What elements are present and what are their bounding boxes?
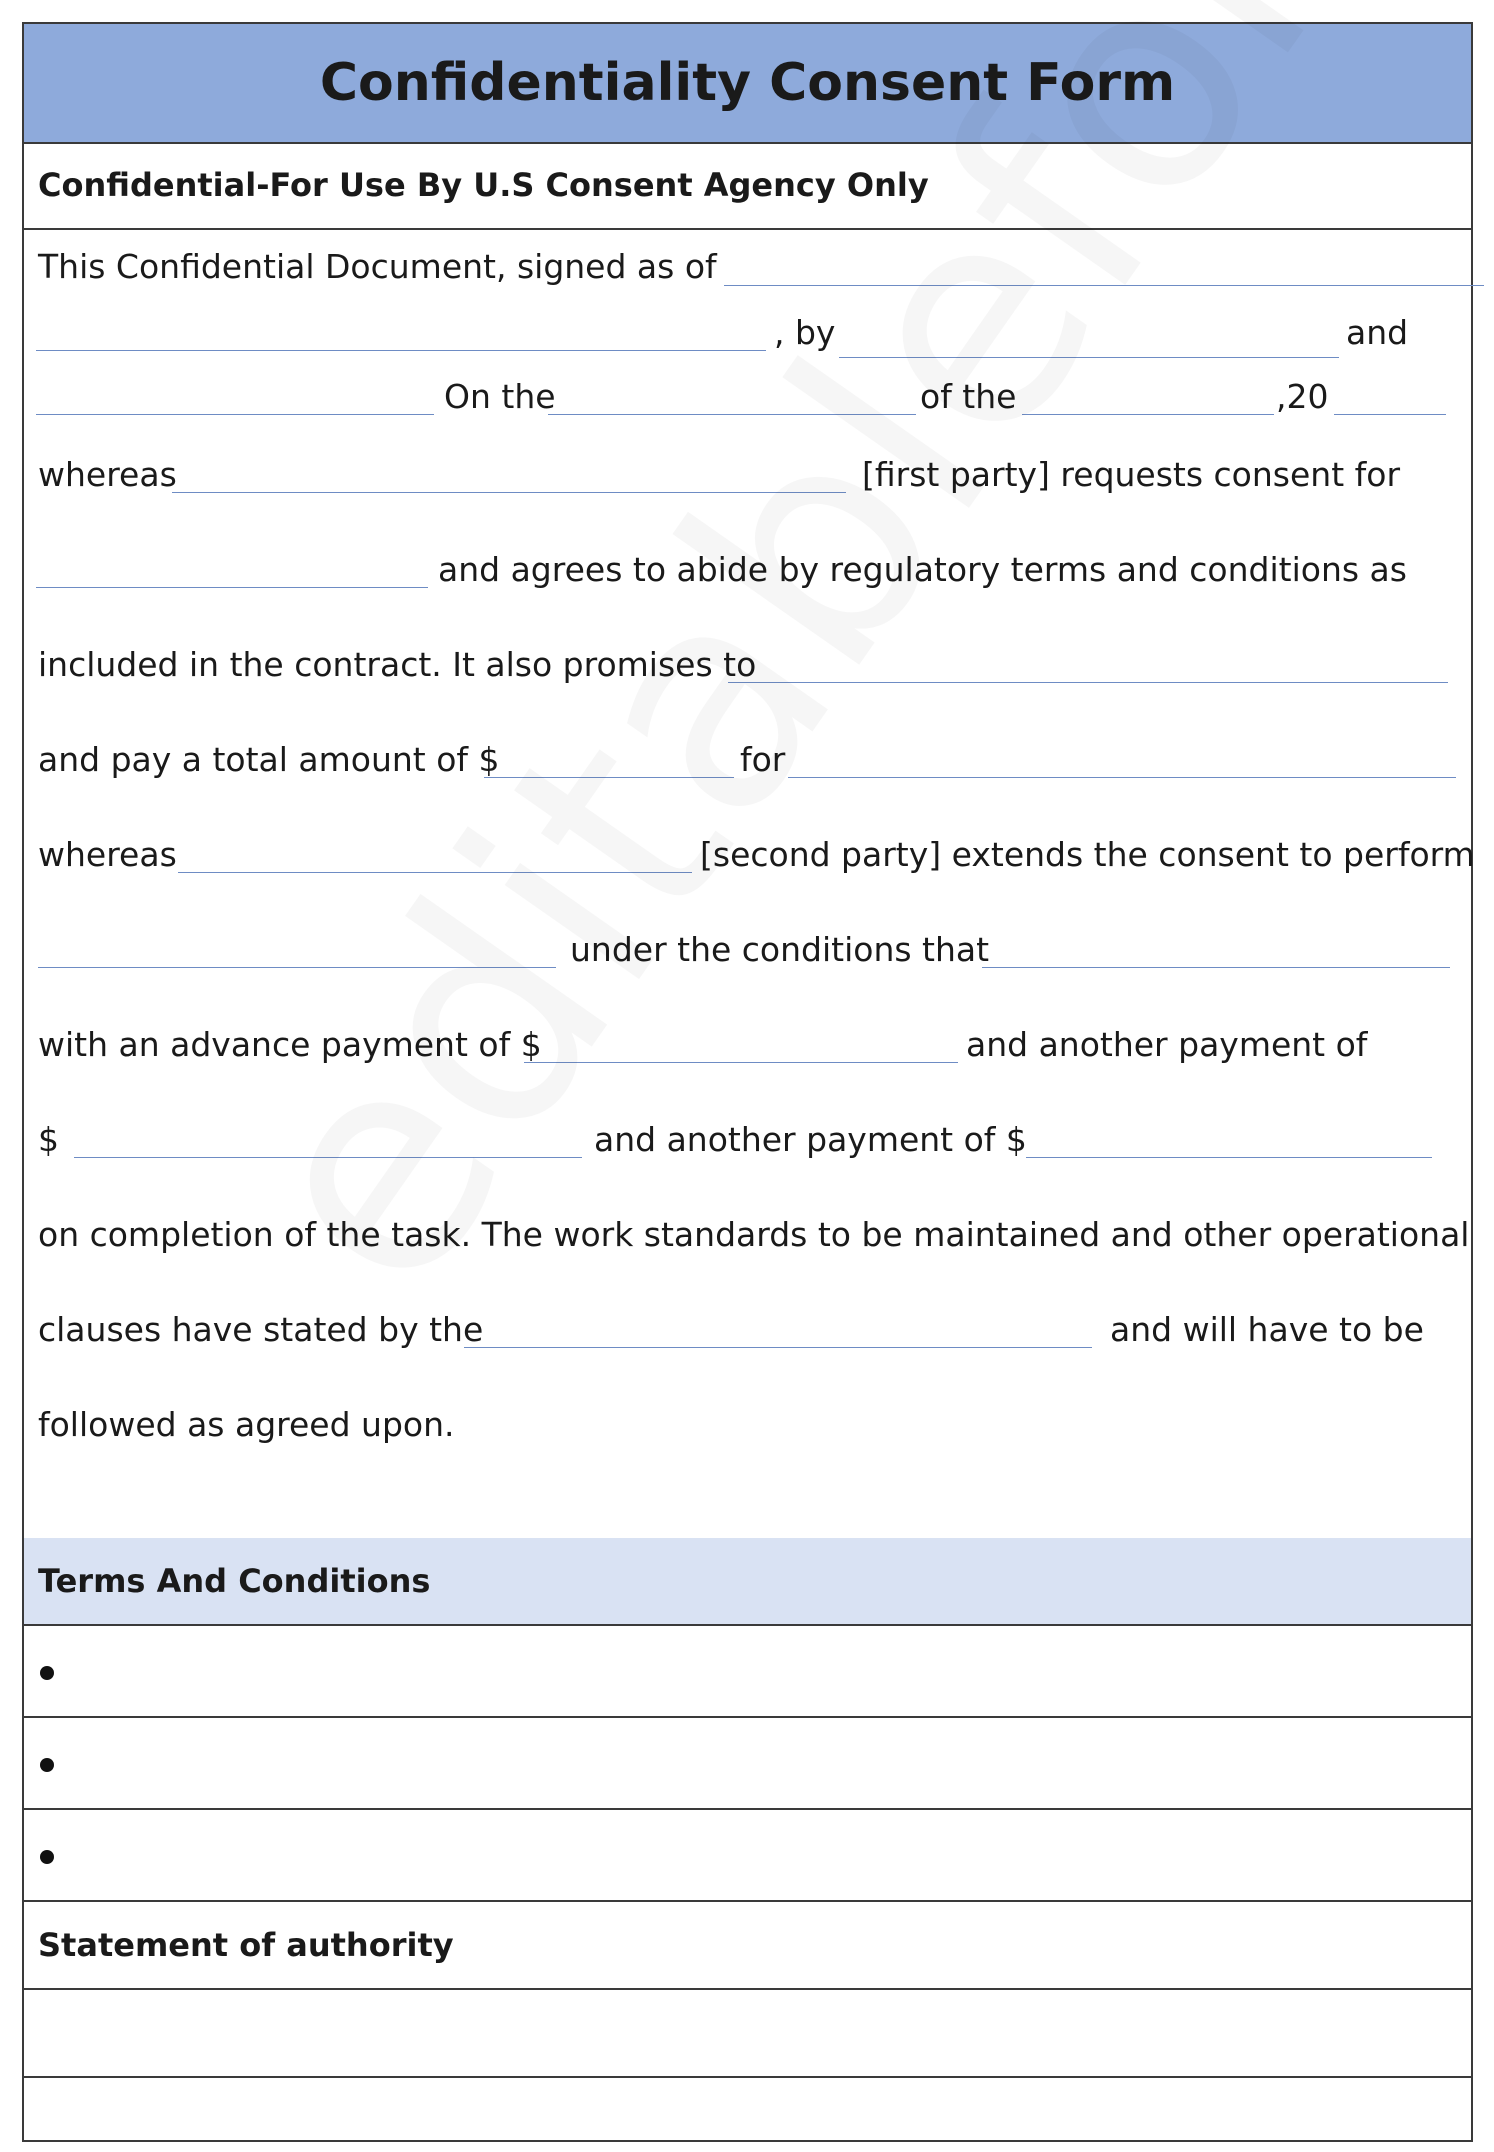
- agreement-body: [24, 230, 1475, 1540]
- text-promises: included in the contract. It also promises to: [38, 645, 757, 684]
- blank-task[interactable]: [38, 967, 556, 968]
- blank-conditions[interactable]: [982, 967, 1450, 968]
- bullet-icon: [40, 1850, 54, 1864]
- text-conditions: under the conditions that: [570, 930, 990, 969]
- blank-second-party[interactable]: [178, 872, 692, 873]
- confidential-subheader-row: [24, 142, 1471, 230]
- authority-heading-row: [24, 1902, 1471, 1990]
- blank-advance-amount[interactable]: [524, 1062, 958, 1063]
- authority-heading: Statement of authority: [38, 1926, 454, 1964]
- authority-line-2[interactable]: [24, 2078, 1471, 2140]
- text-20: ,20: [1276, 377, 1329, 416]
- text-for: for: [740, 740, 786, 779]
- text-advance-payment: with an advance payment of $: [38, 1025, 542, 1064]
- text-on-the: On the: [444, 377, 556, 416]
- blank-year[interactable]: [1334, 414, 1446, 415]
- text-will-have: and will have to be: [1110, 1310, 1424, 1349]
- text-followed: followed as agreed upon.: [38, 1405, 455, 1444]
- text-first-party: [first party] requests consent for: [862, 455, 1401, 494]
- text-another-payment-2: and another payment of $: [594, 1120, 1027, 1159]
- text-another-payment-1: and another payment of: [966, 1025, 1368, 1064]
- text-completion: on completion of the task. The work standards to be maintained and other operational: [38, 1215, 1470, 1254]
- authority-line-1[interactable]: [24, 1990, 1471, 2078]
- text-second-party: [second party] extends the consent to perform: [700, 835, 1475, 874]
- text-and: and: [1346, 313, 1409, 352]
- text-clauses: clauses have stated by the: [38, 1310, 484, 1349]
- text-whereas-2: whereas: [38, 835, 177, 874]
- terms-item-1[interactable]: [24, 1626, 1471, 1718]
- text-dollar: $: [38, 1120, 59, 1159]
- blank-date-signed[interactable]: [724, 285, 1484, 286]
- blank-consent-purpose[interactable]: [36, 587, 428, 588]
- blank-promise[interactable]: [728, 682, 1448, 683]
- blank-party-c[interactable]: [36, 414, 434, 415]
- terms-item-2[interactable]: [24, 1718, 1471, 1810]
- blank-party-b[interactable]: [839, 357, 1339, 358]
- blank-stated-by[interactable]: [464, 1347, 1092, 1348]
- confidential-subheader: Confidential-For Use By U.S Consent Agency Only: [38, 166, 929, 204]
- blank-final-amount[interactable]: [1026, 1157, 1432, 1158]
- blank-day[interactable]: [548, 414, 916, 415]
- terms-heading: Terms And Conditions: [38, 1562, 431, 1600]
- blank-party-a[interactable]: [36, 350, 766, 351]
- text-of-the: of the: [920, 377, 1017, 416]
- blank-for[interactable]: [788, 777, 1456, 778]
- blank-second-amount[interactable]: [74, 1157, 582, 1158]
- terms-heading-row: [24, 1538, 1471, 1626]
- title-bar: [24, 24, 1471, 144]
- bullet-icon: [40, 1666, 54, 1680]
- blank-total-amount[interactable]: [484, 777, 734, 778]
- consent-form: [22, 22, 1473, 2142]
- blank-month[interactable]: [1022, 414, 1274, 415]
- text-signed-as-of: This Confidential Document, signed as of: [38, 247, 717, 286]
- text-whereas-1: whereas: [38, 455, 177, 494]
- text-pay-total: and pay a total amount of $: [38, 740, 500, 779]
- form-title: Confidentiality Consent Form: [319, 53, 1176, 113]
- text-agrees: and agrees to abide by regulatory terms and conditions as: [438, 550, 1407, 589]
- text-by: , by: [774, 313, 836, 352]
- blank-first-party[interactable]: [172, 492, 846, 493]
- bullet-icon: [40, 1758, 54, 1772]
- terms-item-3[interactable]: [24, 1810, 1471, 1902]
